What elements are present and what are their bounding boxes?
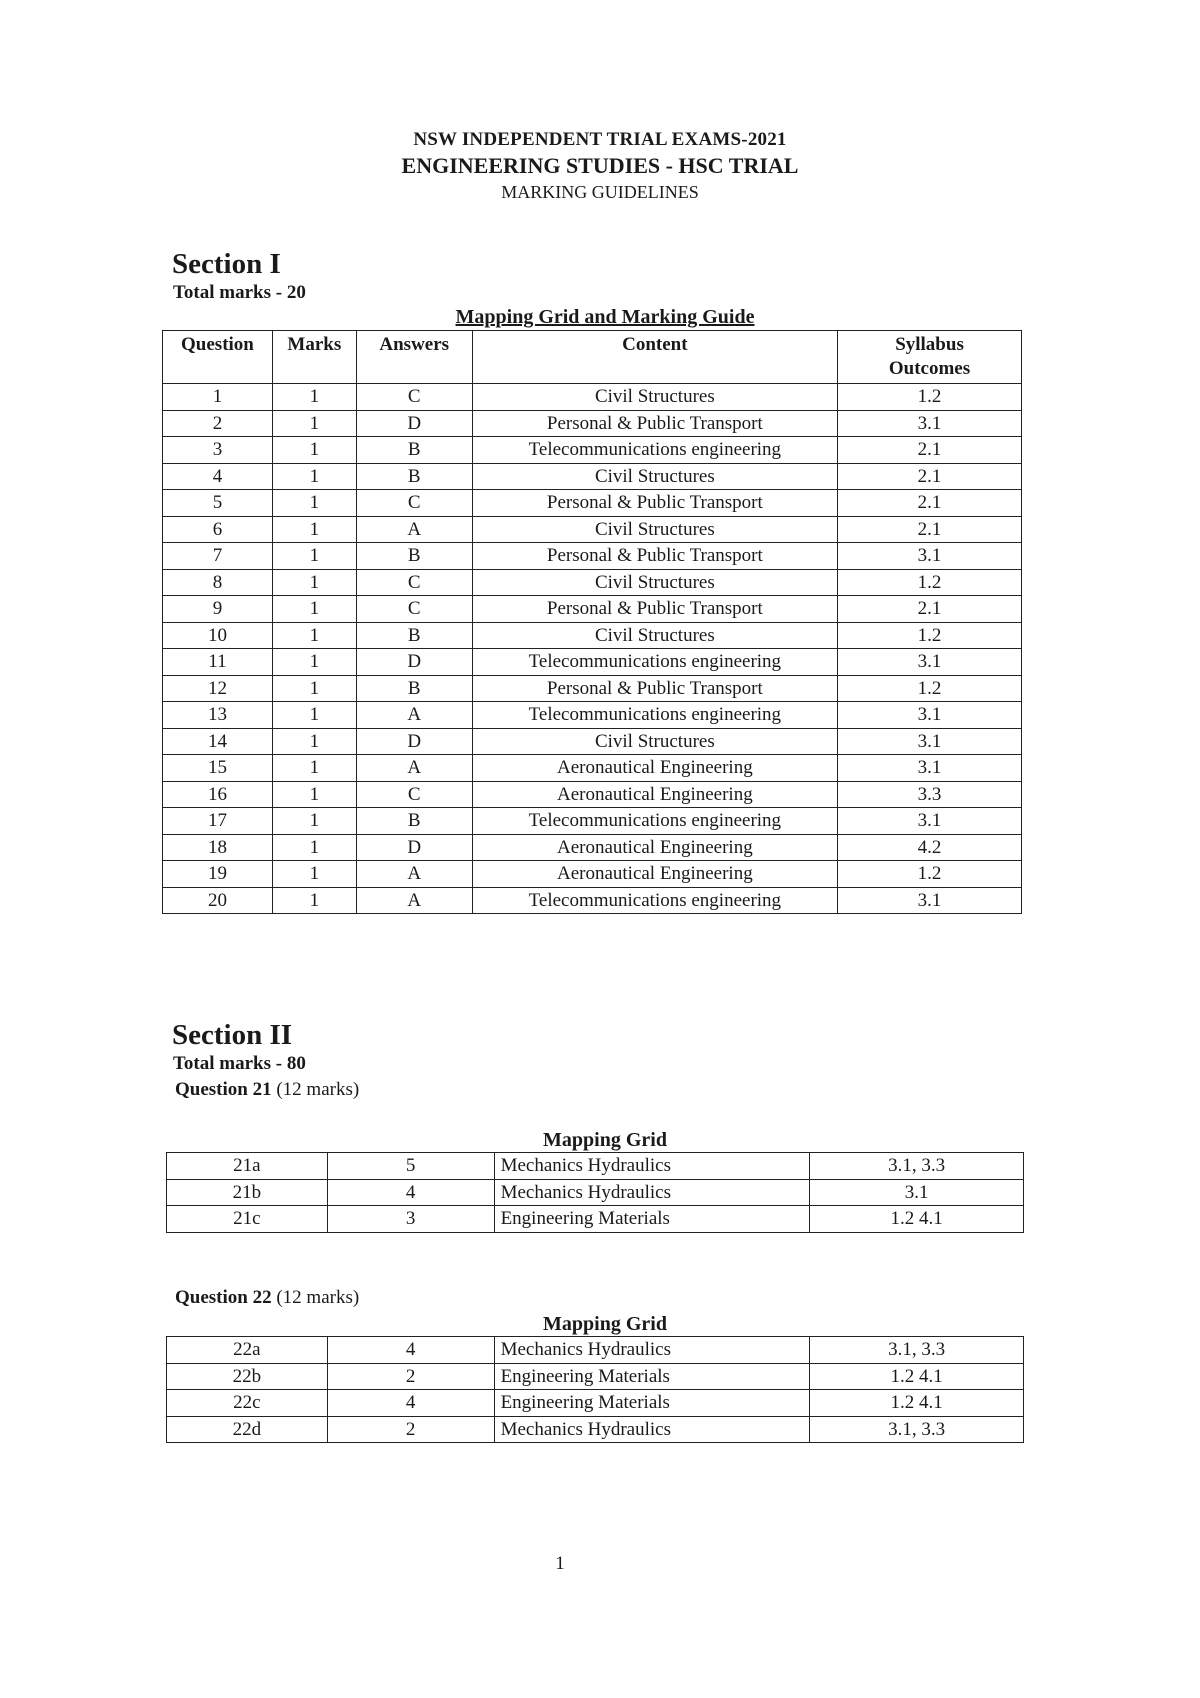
content-cell: Telecommunications engineering [472,437,837,464]
section-2-total-marks: Total marks - 80 [173,1053,306,1074]
marks-cell: 4 [327,1390,494,1417]
answer-cell: A [356,516,472,543]
section-1-mapping-grid [162,330,1022,914]
table-row [163,410,1022,437]
content-cell: Civil Structures [472,384,837,411]
page-number: 1 [555,1553,565,1574]
answer-cell: D [356,649,472,676]
question-cell: 19 [163,861,273,888]
outcome-cell: 3.1, 3.3 [810,1416,1024,1443]
outcome-cell: 3.1 [838,543,1022,570]
question-21-heading [175,1078,359,1102]
section-1-total-marks: Total marks - 20 [173,282,306,303]
marks-cell: 1 [272,649,356,676]
answer-cell: D [356,410,472,437]
question-cell: 6 [163,516,273,543]
marks-cell: 1 [272,569,356,596]
answer-cell: D [356,728,472,755]
table-row [163,781,1022,808]
question-cell: 9 [163,596,273,623]
table-row [163,437,1022,464]
question-cell: 7 [163,543,273,570]
answer-cell: B [356,622,472,649]
part-cell: 22d [167,1416,328,1443]
marks-cell: 1 [272,755,356,782]
outcome-cell: 1.2 [838,622,1022,649]
table-row [163,755,1022,782]
table-row [163,596,1022,623]
answer-cell: C [356,569,472,596]
table-row [163,516,1022,543]
content-cell: Engineering Materials [494,1363,810,1390]
answer-cell: B [356,808,472,835]
table-row [163,649,1022,676]
question-cell: 2 [163,410,273,437]
content-cell: Aeronautical Engineering [472,781,837,808]
outcome-cell: 3.1 [838,887,1022,914]
marks-cell: 1 [272,410,356,437]
content-cell: Engineering Materials [494,1390,810,1417]
marks-cell: 1 [272,490,356,517]
outcome-cell: 3.1 [810,1179,1024,1206]
marks-cell: 1 [272,543,356,570]
content-cell: Personal & Public Transport [472,543,837,570]
question-cell: 11 [163,649,273,676]
marks-cell: 1 [272,861,356,888]
outcome-cell: 1.2 [838,569,1022,596]
marks-cell: 1 [272,384,356,411]
marks-cell: 1 [272,622,356,649]
column-header-answers: Answers [356,331,472,384]
content-cell: Mechanics Hydraulics [494,1337,810,1364]
question-cell: 8 [163,569,273,596]
content-cell: Telecommunications engineering [472,887,837,914]
table-row [163,543,1022,570]
document-type-title: MARKING GUIDELINES [501,182,699,202]
outcome-cell: 2.1 [838,596,1022,623]
part-cell: 22b [167,1363,328,1390]
question-cell: 17 [163,808,273,835]
outcome-cell: 1.2 4.1 [810,1390,1024,1417]
column-header-syllabus-outcomes: Syllabus Outcomes [838,331,1022,384]
outcome-cell: 4.2 [838,834,1022,861]
content-cell: Personal & Public Transport [472,596,837,623]
question-21-grid-caption: Mapping Grid [543,1129,667,1151]
content-cell: Personal & Public Transport [472,675,837,702]
content-cell: Civil Structures [472,728,837,755]
part-cell: 22c [167,1390,328,1417]
question-cell: 13 [163,702,273,729]
outcome-cell: 3.3 [838,781,1022,808]
part-cell: 21c [167,1206,328,1233]
marks-cell: 1 [272,702,356,729]
answer-cell: B [356,543,472,570]
answer-cell: C [356,490,472,517]
marks-cell: 5 [327,1153,494,1180]
outcome-cell: 3.1 [838,728,1022,755]
answer-cell: C [356,781,472,808]
marks-cell: 1 [272,887,356,914]
content-cell: Telecommunications engineering [472,649,837,676]
outcome-cell: 3.1, 3.3 [810,1153,1024,1180]
table-row [163,808,1022,835]
marks-cell: 1 [272,808,356,835]
outcome-cell: 3.1 [838,410,1022,437]
outcome-cell: 3.1 [838,808,1022,835]
table-row [163,384,1022,411]
marks-cell: 1 [272,675,356,702]
content-cell: Telecommunications engineering [472,702,837,729]
content-cell: Civil Structures [472,516,837,543]
marks-cell: 1 [272,463,356,490]
marks-cell: 4 [327,1179,494,1206]
question-21-mapping-grid [166,1152,1024,1233]
question-cell: 18 [163,834,273,861]
table-row [163,702,1022,729]
question-cell: 1 [163,384,273,411]
section-1-grid-caption: Mapping Grid and Marking Guide [455,306,755,328]
outcome-cell: 1.2 [838,675,1022,702]
question-22-heading [175,1286,359,1310]
answer-cell: A [356,702,472,729]
outcome-cell: 2.1 [838,490,1022,517]
content-cell: Civil Structures [472,622,837,649]
table-row [163,728,1022,755]
marks-cell: 2 [327,1416,494,1443]
marks-cell: 1 [272,437,356,464]
content-cell: Civil Structures [472,463,837,490]
outcome-cell: 1.2 [838,384,1022,411]
table-row [163,887,1022,914]
outcome-cell: 3.1, 3.3 [810,1337,1024,1364]
content-cell: Mechanics Hydraulics [494,1416,810,1443]
table-row [163,834,1022,861]
marks-cell: 4 [327,1337,494,1364]
content-cell: Personal & Public Transport [472,490,837,517]
table-row [163,675,1022,702]
table-header-row [163,331,1022,384]
table-row [163,622,1022,649]
table-row [167,1153,1024,1180]
marks-cell: 1 [272,596,356,623]
table-row [163,861,1022,888]
outcome-cell: 2.1 [838,463,1022,490]
outcome-cell: 1.2 4.1 [810,1206,1024,1233]
content-cell: Aeronautical Engineering [472,834,837,861]
table-row [163,490,1022,517]
answer-cell: B [356,675,472,702]
exam-series-title: NSW INDEPENDENT TRIAL EXAMS-2021 [413,129,787,150]
outcome-cell: 2.1 [838,516,1022,543]
content-cell: Aeronautical Engineering [472,861,837,888]
answer-cell: A [356,755,472,782]
outcome-cell: 1.2 4.1 [810,1363,1024,1390]
question-cell: 20 [163,887,273,914]
column-header-content: Content [472,331,837,384]
question-cell: 3 [163,437,273,464]
part-cell: 22a [167,1337,328,1364]
question-cell: 5 [163,490,273,517]
question-cell: 16 [163,781,273,808]
marks-cell: 1 [272,834,356,861]
question-cell: 12 [163,675,273,702]
table-row [167,1416,1024,1443]
content-cell: Mechanics Hydraulics [494,1153,810,1180]
answer-cell: C [356,384,472,411]
content-cell: Mechanics Hydraulics [494,1179,810,1206]
column-header-question: Question [163,331,273,384]
marks-cell: 2 [327,1363,494,1390]
outcome-cell: 2.1 [838,437,1022,464]
section-1-title: Section I [172,248,281,280]
table-row [167,1390,1024,1417]
part-cell: 21b [167,1179,328,1206]
question-cell: 14 [163,728,273,755]
question-22-label: Question 22 [175,1287,272,1308]
table-row [167,1206,1024,1233]
section-2-title: Section II [172,1019,293,1051]
answer-cell: A [356,861,472,888]
content-cell: Civil Structures [472,569,837,596]
table-row [163,463,1022,490]
table-row [167,1179,1024,1206]
question-22-mapping-grid [166,1336,1024,1443]
outcome-cell: 1.2 [838,861,1022,888]
answer-cell: B [356,463,472,490]
outcome-cell: 3.1 [838,755,1022,782]
part-cell: 21a [167,1153,328,1180]
question-cell: 10 [163,622,273,649]
table-row [167,1337,1024,1364]
question-cell: 15 [163,755,273,782]
answer-cell: D [356,834,472,861]
document-header [0,128,1200,204]
marks-cell: 1 [272,781,356,808]
marks-cell: 3 [327,1206,494,1233]
outcome-cell: 3.1 [838,702,1022,729]
content-cell: Aeronautical Engineering [472,755,837,782]
question-21-label: Question 21 [175,1079,272,1100]
answer-cell: C [356,596,472,623]
marks-cell: 1 [272,728,356,755]
outcome-cell: 3.1 [838,649,1022,676]
content-cell: Telecommunications engineering [472,808,837,835]
content-cell: Personal & Public Transport [472,410,837,437]
question-22-grid-caption: Mapping Grid [543,1313,667,1335]
answer-cell: A [356,887,472,914]
exam-subject-title: ENGINEERING STUDIES - HSC TRIAL [401,153,799,178]
table-row [167,1363,1024,1390]
marks-cell: 1 [272,516,356,543]
question-22-marks: (12 marks) [276,1287,360,1308]
column-header-marks: Marks [272,331,356,384]
content-cell: Engineering Materials [494,1206,810,1233]
question-21-marks: (12 marks) [276,1079,360,1100]
answer-cell: B [356,437,472,464]
question-cell: 4 [163,463,273,490]
table-row [163,569,1022,596]
